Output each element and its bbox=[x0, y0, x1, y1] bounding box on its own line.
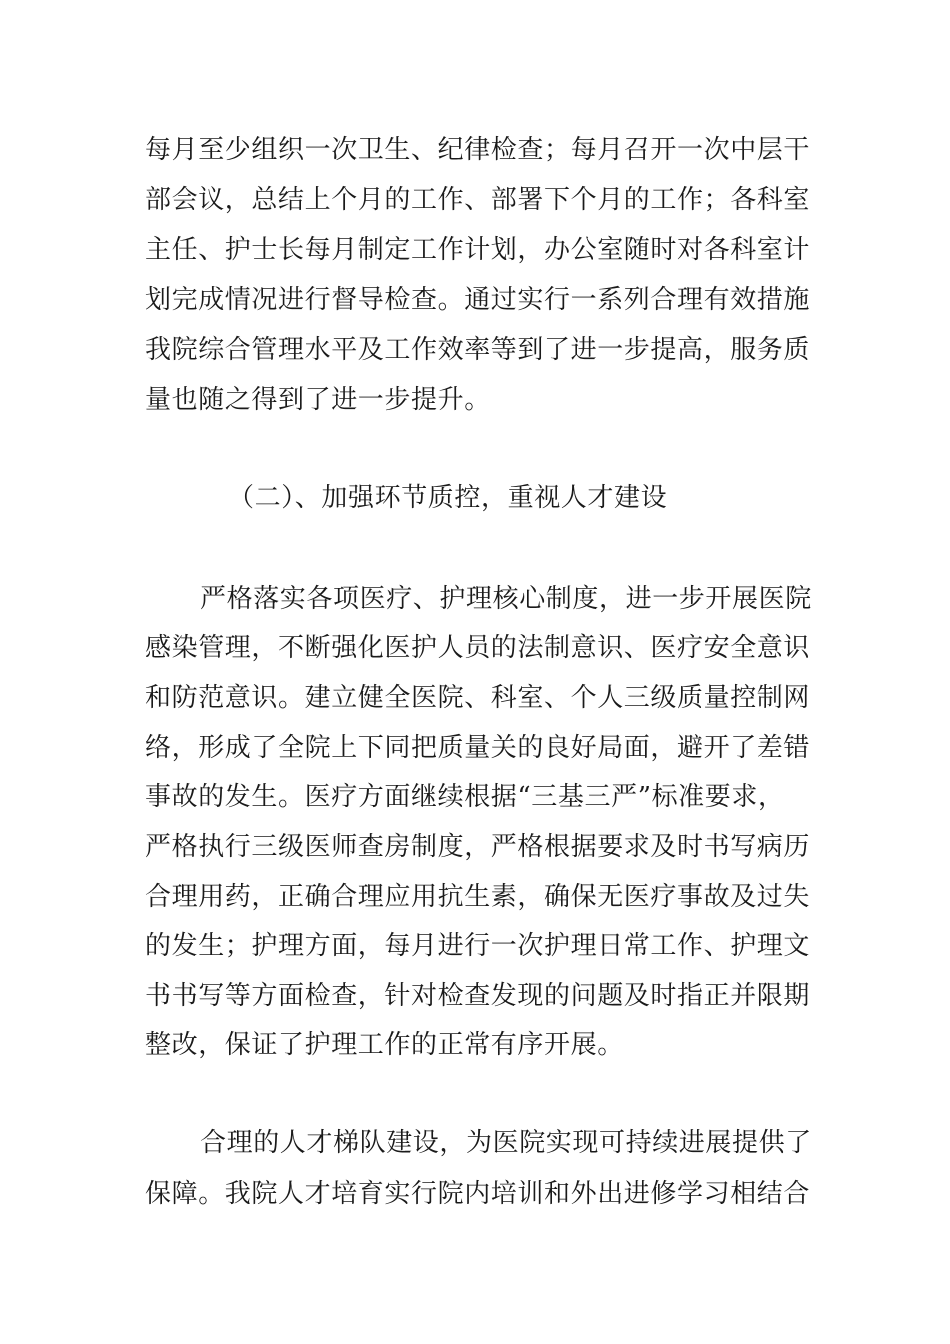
paragraph-line: 主任、护士长每月制定工作计划，办公室随时对各科室计 bbox=[145, 235, 811, 265]
paragraph-line: 保障。我院人才培育实行院内培训和外出进修学习相结合 bbox=[145, 1179, 811, 1209]
paragraph-line: 严格落实各项医疗、护理核心制度，进一步开展医院 bbox=[200, 584, 812, 614]
paragraph-line: 和防范意识。建立健全医院、科室、个人三级质量控制网 bbox=[145, 683, 811, 713]
paragraph-line: 我院综合管理水平及工作效率等到了进一步提高，服务质 bbox=[145, 335, 811, 365]
paragraph-line: 合理用药，正确合理应用抗生素，确保无医疗事故及过失 bbox=[145, 882, 811, 912]
paragraph-line: 量也随之得到了进一步提升。 bbox=[145, 385, 491, 415]
paragraph-line: 整改，保证了护理工作的正常有序开展。 bbox=[145, 1030, 624, 1060]
paragraph-line: 感染管理，不断强化医护人员的法制意识、医疗安全意识 bbox=[145, 633, 811, 663]
paragraph-line: 事故的发生。医疗方面继续根据“三基三严”标准要求， bbox=[145, 782, 785, 812]
paragraph-line: 合理的人才梯队建设，为医院实现可持续进展提供了 bbox=[200, 1128, 812, 1158]
paragraph-line: 每月至少组织一次卫生、纪律检查；每月召开一次中层干 bbox=[145, 135, 811, 165]
paragraph-line: 书书写等方面检查，针对检查发现的问题及时指正并限期 bbox=[145, 981, 811, 1011]
paragraph-line: 的发生；护理方面，每月进行一次护理日常工作、护理文 bbox=[145, 931, 811, 961]
paragraph-line: 严格执行三级医师查房制度，严格根据要求及时书写病历 bbox=[145, 832, 811, 862]
paragraph-line: 划完成情况进行督导检查。通过实行一系列合理有效措施 bbox=[145, 285, 811, 315]
paragraph-line: 络，形成了全院上下同把质量关的良好局面，避开了差错 bbox=[145, 733, 811, 763]
paragraph-line: 部会议，总结上个月的工作、部署下个月的工作；各科室 bbox=[145, 185, 811, 215]
section-heading: （二）、加强环节质控，重视人才建设 bbox=[228, 483, 668, 513]
